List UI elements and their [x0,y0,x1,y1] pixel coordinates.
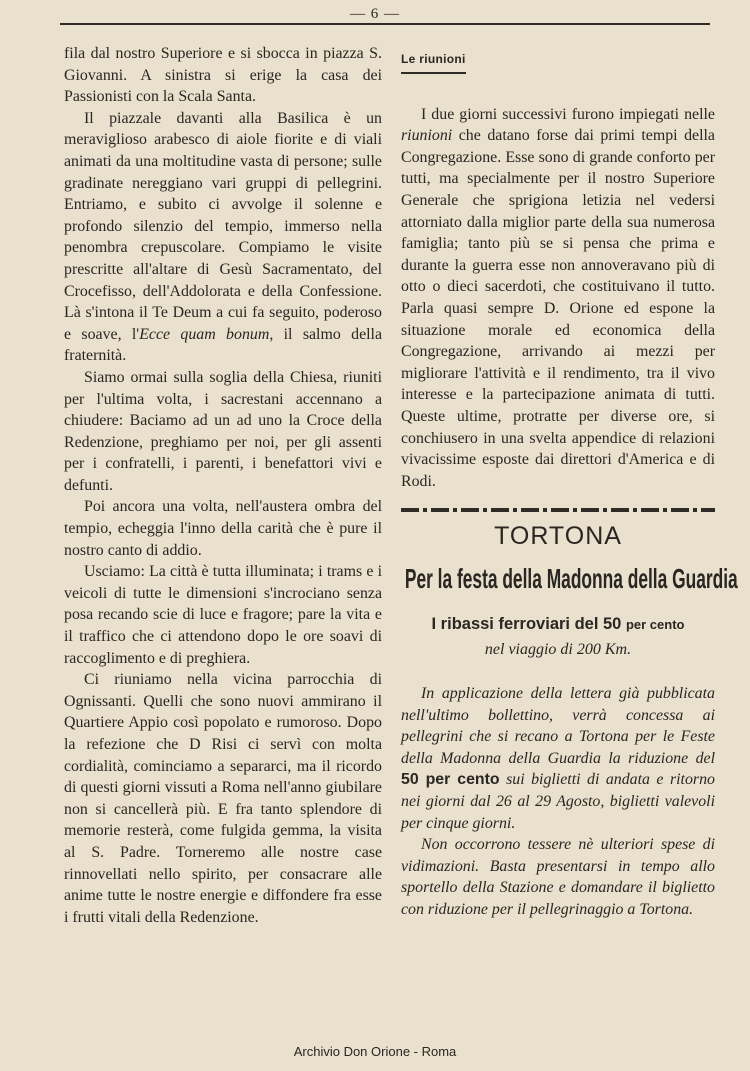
section-label-riunioni: Le riunioni [401,49,466,74]
header-rule [60,23,710,25]
right-column [401,48,738,921]
riunioni-emphasis: riunioni [401,127,453,145]
section-divider [401,508,715,512]
left-paragraph-2 [64,108,382,367]
left-paragraph-1: fila dal nostro Superiore e si sbocca in piazza S. Giovanni. A sinistra si erige la casa dei Passionisti con la Scala Santa. [64,45,382,106]
notice-paragraph-1 [401,683,715,834]
tortona-title: TORTONA [494,522,622,551]
page-number: — 6 — [350,6,400,22]
left-paragraph-5: Usciamo: La città è tutta illuminata; i trams e i veicoli di tutte le dimensioni s'incrociano senza posa recando scie di luce e fragore; pare la vita e il traffico che ci attendono dopo le ore soavi di raccoglimento e di preghiera. [64,563,382,667]
ecce-quam-bonum: Ecce quam bonum [139,325,270,343]
riunioni-paragraph [401,104,715,493]
p2-text-a: Il piazzale davanti alla Basilica è un meraviglioso arabesco di aiole fiorite e di viali animati da una moltitudine vasta di persone; sulle gradinate nereggiano vari gruppi di pellegrini. Entriamo, e subito ci avvolge il solenne e profondo silenzio del tempio, immerso nella penombra crepuscolare. Compiamo le visite prescritte all'altare di Gesù Sacramentato, del Crocefisso, dell'Addolorata e della Confessione. Là s'intona il Te Deum a cui fa seguito, poderoso e soave, l' [64,109,382,343]
riunioni-text-a: I due giorni successivi furono impiegati nelle [421,105,715,123]
viaggio-subtitle: nel viaggio di 200 Km. [484,641,632,659]
left-paragraph-3: Siamo ormai sulla soglia della Chiesa, riuniti per l'ultima volta, i sacrestani accennano a chiudere: Baciamo ad un ad uno la Croce della Redenzione, preghiamo per noi, per gli assenti per i confratelli, i parenti, i benefattori vivi e defunti. [64,368,382,494]
notice-text-a: In applicazione della lettera già pubblicata nell'ultimo bollettino, verrà concessa ai pellegrini che si recano a Tortona per le Feste della Madonna della Guardia la riduzione del [401,685,715,767]
notice-block [401,683,715,921]
left-paragraph-6: Ci riuniamo nella vicina parrocchia di Ognissanti. Quelli che sono nuovi ammirano il Quartiere Appio così popolato e rumoroso. Dopo la refezione che D Risi ci servì con molta cordialità, cominciamo a separarci, ma il ricordo di questi giorni vissuti a Roma nell'anno giubilare non si cancellerà più. E fra tanto splendore di memorie resterà, come fulgida gemma, la visita al S. Padre. Torneremo alle nostre case rinnovellati nello spirito, per consacrare alle anime tutte le nostre energie e diffondere fra esse i frutti vitali della Redenzione. [64,671,382,926]
festa-title: Per la festa della Madonna della Guardia [404,562,738,594]
ribassi-per-cento: per cento [625,616,685,632]
p2-text-b: , il salmo della fraternità. [64,325,383,365]
left-paragraph-4: Poi ancora una volta, nell'austera ombra del tempio, echeggia l'inno della carità che è pure il nostro canto di addio. [64,498,382,559]
notice-paragraph-2: Non occorrono tessere nè ulteriori spese di vidimazioni. Basta presentarsi in tempo allo sportello della Stazione e domandare il biglietto con riduzione per il pellegrinaggio a Tortona. [401,836,715,918]
riunioni-text-b: che datano forse dai primi tempi della Congregazione. Esse sono di grande conforto per tutti, ma specialmente per il nostro Superiore Generale che sprigiona letizia nel vedersi attorniato dalla miglior parte della sua numerosa famiglia; tanto più se si pensa che prima e durante la guerra esse non annoveravano più di otto o dieci sacerdoti, che costituivano il tutto. Parla quasi sempre D. Orione ed espone la situazione morale ed economica della Congregazione, arrivando ai mezzi per migliorare l'attività e il rendimento, tra il vivo interesse e la partecipazione animata di tutti. Queste ultime, protratte per diverse ore, si conchiusero in una svelta appendice di relazioni vivacissime esposte dai direttori d'America e di Rodi. [401,127,715,490]
left-column [64,43,382,928]
notice-text-b: sui biglietti di andata e ritorno nei giorni dal 26 al 29 Agosto, biglietti valevoli per cinque giorni. [401,771,715,832]
notice-bold-percent: 50 per cento [401,771,500,789]
archive-footer: Archivio Don Orione - Roma [293,1044,457,1059]
ribassi-title [401,614,715,636]
ribassi-text: I ribassi ferroviari del 50 [431,614,622,633]
